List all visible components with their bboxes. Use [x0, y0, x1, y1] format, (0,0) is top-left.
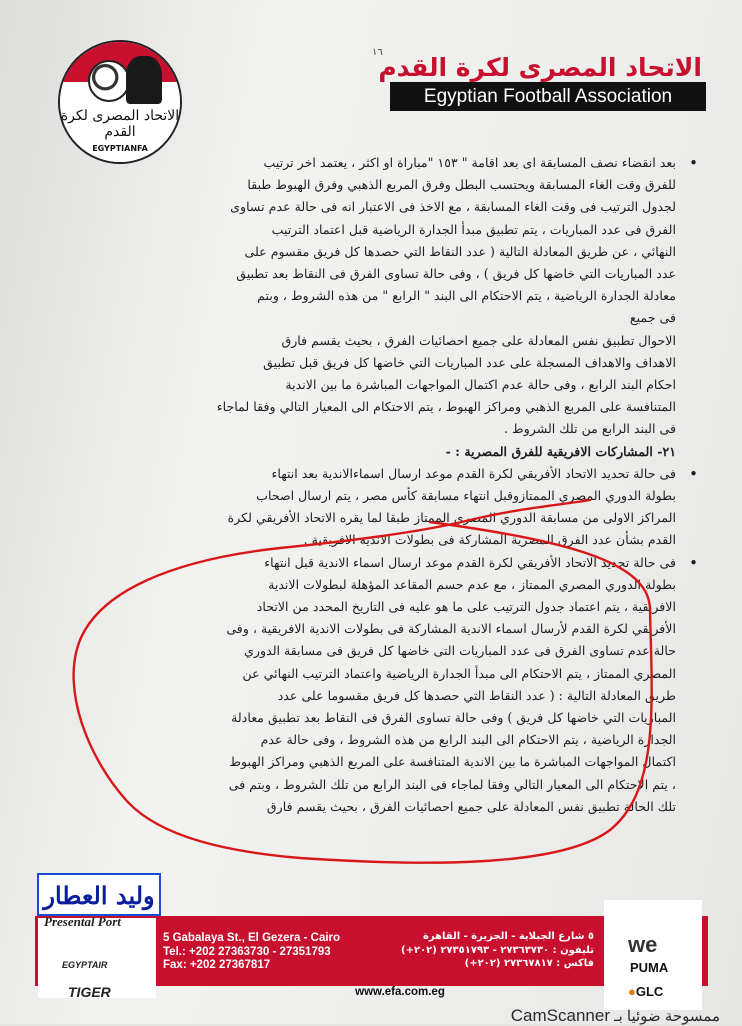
text-line: لجدول الترتيب فى وقت الغاء المسابقة ، مع الاخذ فى الاعتبار انه فى حالة عدم تساوى [230, 199, 676, 215]
text-line: طريق المعادلة التالية : ( عدد النقاط التي حصدها كل فريق مقسوما على عدد [277, 687, 676, 703]
footer-address-arabic [401, 930, 594, 971]
header-title-arabic: الاتحاد المصرى لكرة القدم [378, 53, 702, 82]
logo-text-english: EGYPTIANFA [92, 144, 148, 153]
text-line: النهائي ، عن طريق المعادلة التالية ( عدد النقاط التي حصدها كل فريق مقسوم على [244, 243, 676, 259]
text-line: الافريقية ، يتم اعتماد جدول الترتيب على ما هو عليه فى التاريخ المحدد من الاتحاد [256, 599, 676, 615]
text-line: عدد المباريات التي خاضها كل فريق ) ، وفى حالة تساوى الفرق فى النقاط بعد تطبيق [236, 266, 676, 282]
text-line: القدم بشأن عدد الفرق المصرية المشاركة فى بطولات الاندية الافريقية . [303, 532, 676, 548]
text-line: ، يتم الاحتكام الى المعيار التالي وفقا لماجاء فى البند الرابع من تلك الشروط ، وبتم فى [228, 776, 676, 792]
text-line: الأفريقي لكرة القدم لأرسال اسماء الاندية المشاركة فى بطولات الاندية الافريقية ، وفى [226, 621, 676, 637]
camscanner-watermark [511, 1006, 720, 1026]
text-line: اكتمال المواجهات المباشرة ما بين الاندية المتنافسة على المربع الذهبي ومراكز الهبوط [229, 754, 676, 770]
sponsor-glc: ●GLC [628, 984, 664, 999]
sponsor-tiger: TIGER [68, 984, 111, 1000]
sponsor-glc-label: GLC [635, 984, 664, 999]
text-line: معادلة الجدارة الرياضية ، يتم الاحتكام الى البند " الرابع " من هذه الشروط ، وبتم [257, 288, 676, 304]
text-line: تلك الحالة تطبيق نفس المعادلة على جميع احصائيات الفرق ، بحيث يقسم فارق [266, 798, 676, 814]
sponsor-egyptair: EGYPTAIR [62, 960, 108, 970]
logo-text-arabic: الاتحاد المصرى لكرة القدم [60, 108, 180, 140]
text-line: فى جميع [629, 310, 676, 326]
text-line: المتنافسة على المربع الذهبي ومراكز الهبوط ، يتم الاحتكام الى المعيار التالي وفقا لماجاء [216, 399, 676, 415]
text-line: للفرق وقت الغاء المسابقة ويحتسب البطل وفرق المربع الذهبي وفرق الهبوط طبقا [247, 177, 676, 193]
footer-address-ar-line: ٥ شارع الجبلاية - الجزيرة - القاهرة [422, 931, 594, 942]
text-line: الاحوال تطبيق نفس المعادلة على جميع احصائيات الفرق ، بحيث يقسم فارق [281, 332, 676, 348]
footer-address-line: 5 Gabalaya St., El Gezera - Cairo [163, 932, 341, 944]
bullet-line: • فى حالة تحديد الاتحاد الأفريقي لكرة القدم موعد ارسال اسماءالاندية بعد انتهاء [86, 463, 676, 485]
text-line: الاهداف والاهداف المسجلة على عدد المباريات التي خاضها كل فريق قبل تطبيق [263, 354, 676, 370]
section-heading: ٢١- المشاركات الافريقية للفرق المصرية : - [445, 443, 676, 459]
sponsor-puma: PUMA [630, 960, 669, 975]
bullet-line: • بعد انقضاء نصف المسابقة اى بعد اقامة " ١٥٣ "مباراة او اكثر ، يعتمد اخر ترتيب [86, 152, 676, 174]
text-line: احكام البند الرابع ، وفى حالة عدم اكتمال المواجهات المباشرة ما بين الاندية [285, 377, 676, 393]
text-line: المصري الممتاز ، يتم الاحتكام الى مبدأ الجدارة الرياضية واعتماد الترتيب النهائي عن [242, 665, 676, 681]
footer-website: www.efa.com.eg [355, 986, 445, 998]
footer-address-english [163, 932, 340, 973]
text-line: المباريات التي خاضها كل فريق ) وفى حالة تساوى الفرق فى النقاط بعد تطبيق معادلة [231, 710, 676, 726]
header-title-english: Egyptian Football Association [390, 82, 706, 111]
text-line: فى البند الرابع من تلك الشروط . [504, 421, 676, 437]
footer-fax-ar-line: فاكس : ٢٧٣٦٧٨١٧ (٢٠٢+) [464, 958, 594, 969]
sponsor-we: we [628, 932, 658, 957]
footer-fax-line: Fax: +202 27367817 [163, 959, 271, 971]
sponsor-presental-port: Presental Port [44, 914, 121, 929]
text-line: الفرق فى عدد المباريات ، يتم تطبيق مبدأ الجدارة الرياضية قبل اعتماد الترتيب [271, 221, 676, 237]
bullet-line: • فى حالة تحديد الاتحاد الأفريقي لكرة القدم موعد ارسال اسماء الاندية قبل انتهاء [86, 552, 676, 574]
watermark-brand: CamScanner [510, 1006, 610, 1025]
footer-tel-ar-line: تليفون : ٢٧٣٦٣٧٣٠ - ٢٧٣٥١٧٩٣ (٢٠٢+) [401, 944, 594, 956]
text-line: المراكز الاولى من مسابقة الدوري المصري الممتاز طبقا لما يقره الاتحاد الأفريقي لكرة [227, 510, 676, 526]
text-line: الجدارة الرياضية ، يتم الاحتكام الى البند الرابع من هذه الشروط ، وفى حالة عدم [260, 732, 676, 748]
text-line: بطولة الدوري المصري الممتازوقبل انتهاء مسابقة كأس مصر ، يتم ارسال اصحاب [256, 488, 676, 504]
watermark-prefix: ممسوحة ضوئيا بـ [614, 1008, 720, 1025]
page-number: ١٦ [372, 47, 383, 58]
handwritten-signature: وليد العطار [37, 873, 161, 916]
text-line: حالة عدم تساوى الفرق فى عدد المباريات التى خاضها كل فريق فى مسابقة الدوري [244, 643, 676, 659]
text-line: بطولة الدوري المصري الممتاز ، مع عدم حسم المقاعد المؤهلة لبطولات الاندية [268, 576, 676, 592]
footer-tel-line: Tel.: +202 27363730 - 27351793 [163, 945, 331, 958]
